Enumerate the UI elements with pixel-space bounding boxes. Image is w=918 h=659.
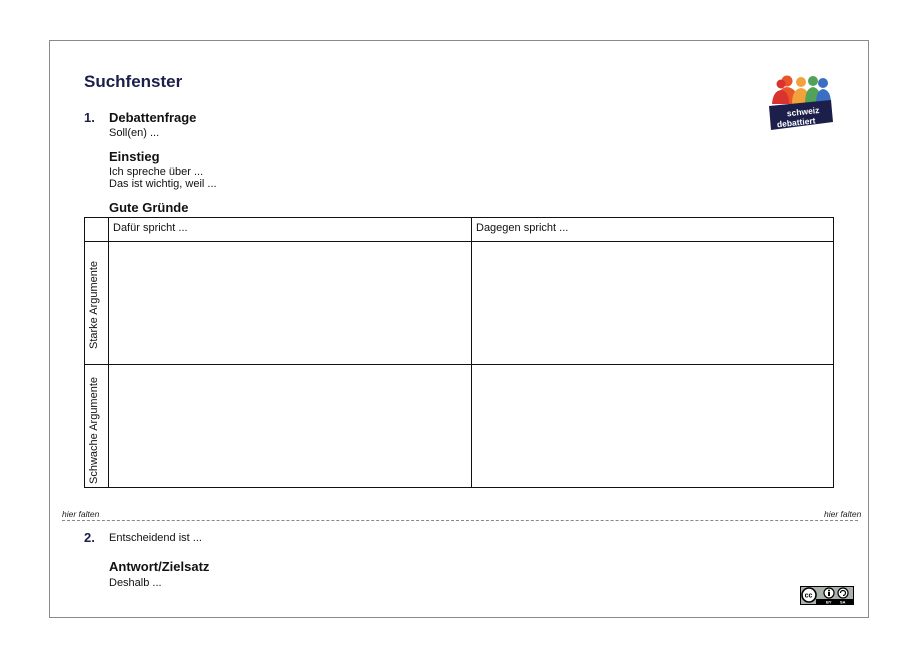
- antwort-heading: Antwort/Zielsatz: [109, 559, 210, 574]
- cell-weak-pro[interactable]: [109, 365, 471, 486]
- einstieg-line-2: Das ist wichtig, weil ...: [109, 178, 217, 190]
- arguments-table: [84, 217, 834, 488]
- fold-label-left: hier falten: [62, 509, 100, 519]
- einstieg-heading: Einstieg: [109, 149, 160, 164]
- gute-gruende-heading: Gute Gründe: [109, 200, 189, 215]
- license-sa: SA: [840, 599, 846, 605]
- page-title: Suchfenster: [84, 72, 183, 91]
- entscheidend-text: Entscheidend ist ...: [109, 532, 202, 544]
- section-number-1: 1.: [84, 110, 95, 125]
- logo-text-2: debattiert: [776, 115, 816, 130]
- debattenfrage-text: Soll(en) ...: [109, 127, 160, 139]
- fold-line: [62, 520, 858, 521]
- cell-weak-contra[interactable]: [472, 365, 832, 486]
- section-number-2: 2.: [84, 530, 95, 545]
- cell-strong-pro[interactable]: [109, 242, 471, 364]
- fold-label-right: hier falten: [824, 509, 862, 519]
- logo-text-1: schweiz: [786, 104, 820, 119]
- row-label-weak: Schwache Argumente: [88, 376, 100, 484]
- column-header-pro: Dafür spricht ...: [113, 222, 188, 234]
- debattenfrage-heading: Debattenfrage: [109, 110, 197, 125]
- cell-strong-contra[interactable]: [472, 242, 832, 364]
- column-header-contra: Dagegen spricht ...: [476, 222, 569, 234]
- svg-text:cc: cc: [804, 592, 813, 600]
- antwort-text: Deshalb ...: [109, 577, 162, 589]
- license-by: BY: [826, 599, 832, 605]
- people-icon: [772, 76, 831, 105]
- row-label-strong: Starke Argumente: [88, 260, 100, 349]
- cc-by-sa-icon: [800, 586, 854, 605]
- einstieg-line-1: Ich spreche über ...: [109, 166, 204, 178]
- schweiz-debattiert-logo: [765, 74, 835, 132]
